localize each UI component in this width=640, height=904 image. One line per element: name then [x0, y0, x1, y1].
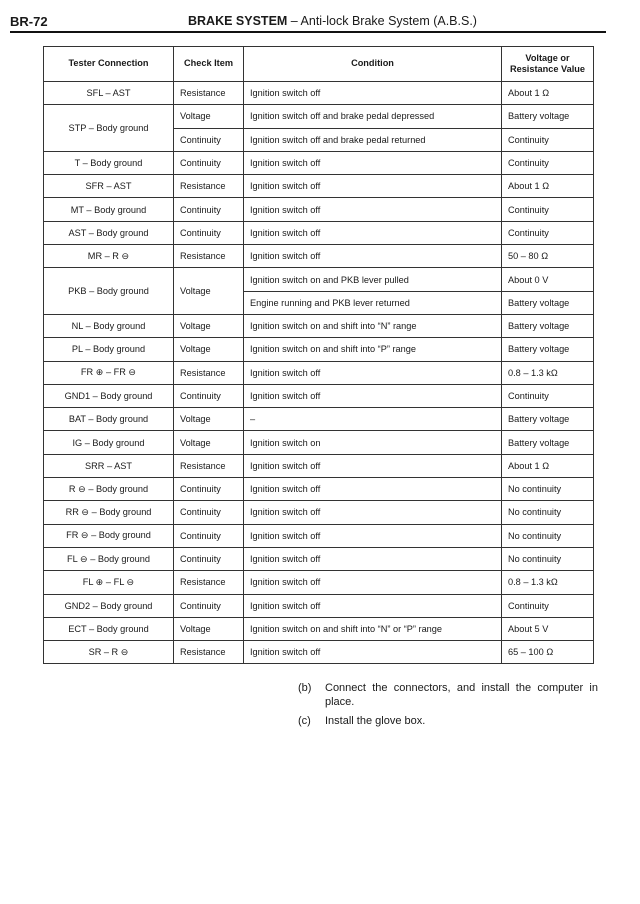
- section-title-bold: BRAKE SYSTEM: [188, 14, 288, 28]
- check-item-cell: Voltage: [174, 105, 244, 128]
- column-header: Condition: [244, 47, 502, 82]
- table-row: [44, 314, 594, 337]
- value-cell: Continuity: [502, 221, 594, 244]
- condition-cell: Ignition switch off: [244, 571, 502, 594]
- check-item-cell: Resistance: [174, 82, 244, 105]
- value-cell: 50 – 80 Ω: [502, 245, 594, 268]
- condition-cell: Engine running and PKB lever returned: [244, 291, 502, 314]
- tester-connection-cell: FR ⊖ – Body ground: [44, 524, 174, 547]
- check-item-cell: Continuity: [174, 594, 244, 617]
- tester-connection-cell: R ⊖ – Body ground: [44, 478, 174, 501]
- value-cell: About 1 Ω: [502, 82, 594, 105]
- table-row: [44, 478, 594, 501]
- condition-cell: –: [244, 408, 502, 431]
- section-title-rest: – Anti-lock Brake System (A.B.S.): [287, 14, 477, 28]
- check-item-cell: Voltage: [174, 431, 244, 454]
- value-cell: Battery voltage: [502, 338, 594, 361]
- check-item-cell: Voltage: [174, 314, 244, 337]
- table-header-row: [44, 47, 594, 82]
- column-header: Check Item: [174, 47, 244, 82]
- tester-connection-cell: BAT – Body ground: [44, 408, 174, 431]
- tester-connection-cell: GND2 – Body ground: [44, 594, 174, 617]
- table-row: [44, 431, 594, 454]
- table-row: [44, 245, 594, 268]
- table-row: [44, 82, 594, 105]
- tester-connection-cell: MR – R ⊖: [44, 245, 174, 268]
- tester-connection-cell: FR ⊕ – FR ⊖: [44, 361, 174, 384]
- tester-connection-cell: MT – Body ground: [44, 198, 174, 221]
- note-text: Install the glove box.: [325, 714, 426, 727]
- value-cell: Continuity: [502, 198, 594, 221]
- table-row: [44, 501, 594, 524]
- table-row: [44, 198, 594, 221]
- tester-connection-cell: SRR – AST: [44, 454, 174, 477]
- table-row: [44, 617, 594, 640]
- note-text: Connect the connectors, and install the computer in place.: [325, 682, 598, 708]
- value-cell: 0.8 – 1.3 kΩ: [502, 361, 594, 384]
- condition-cell: Ignition switch off: [244, 175, 502, 198]
- header-rule: [10, 31, 606, 33]
- check-item-cell: Continuity: [174, 478, 244, 501]
- condition-cell: Ignition switch off: [244, 221, 502, 244]
- condition-cell: Ignition switch on and shift into “N” range: [244, 314, 502, 337]
- tester-connection-cell: RR ⊖ – Body ground: [44, 501, 174, 524]
- value-cell: 0.8 – 1.3 kΩ: [502, 571, 594, 594]
- table-row: [44, 524, 594, 547]
- value-cell: About 1 Ω: [502, 454, 594, 477]
- check-item-cell: Resistance: [174, 361, 244, 384]
- check-item-cell: Continuity: [174, 384, 244, 407]
- column-header: Voltage or Resistance Value: [502, 47, 594, 82]
- table-row: [44, 454, 594, 477]
- value-cell: Continuity: [502, 151, 594, 174]
- check-item-cell: Voltage: [174, 268, 244, 315]
- value-cell: No continuity: [502, 524, 594, 547]
- note-item: [298, 715, 598, 729]
- value-cell: About 5 V: [502, 617, 594, 640]
- value-cell: Battery voltage: [502, 291, 594, 314]
- value-cell: Battery voltage: [502, 314, 594, 337]
- condition-cell: Ignition switch off: [244, 641, 502, 664]
- value-cell: 65 – 100 Ω: [502, 641, 594, 664]
- table-row: [44, 221, 594, 244]
- condition-cell: Ignition switch on and PKB lever pulled: [244, 268, 502, 291]
- value-cell: Continuity: [502, 128, 594, 151]
- note-marker: (b): [298, 682, 312, 694]
- tester-connection-cell: FL ⊖ – Body ground: [44, 547, 174, 570]
- tester-connection-cell: SFL – AST: [44, 82, 174, 105]
- condition-cell: Ignition switch on and shift into “P” range: [244, 338, 502, 361]
- condition-cell: Ignition switch off: [244, 594, 502, 617]
- value-cell: Continuity: [502, 594, 594, 617]
- tester-connection-cell: FL ⊕ – FL ⊖: [44, 571, 174, 594]
- condition-cell: Ignition switch off: [244, 361, 502, 384]
- check-item-cell: Resistance: [174, 245, 244, 268]
- check-item-cell: Continuity: [174, 128, 244, 151]
- table-row: [44, 105, 594, 128]
- table-row: [44, 547, 594, 570]
- table-body: [44, 82, 594, 664]
- check-item-cell: Continuity: [174, 547, 244, 570]
- tester-connection-cell: STP – Body ground: [44, 105, 174, 152]
- table-row: [44, 571, 594, 594]
- check-item-cell: Resistance: [174, 571, 244, 594]
- table-row: [44, 594, 594, 617]
- condition-cell: Ignition switch off: [244, 198, 502, 221]
- table-row: [44, 151, 594, 174]
- check-item-cell: Resistance: [174, 454, 244, 477]
- value-cell: Battery voltage: [502, 408, 594, 431]
- check-item-cell: Continuity: [174, 221, 244, 244]
- condition-cell: Ignition switch off: [244, 501, 502, 524]
- value-cell: Continuity: [502, 384, 594, 407]
- condition-cell: Ignition switch off: [244, 454, 502, 477]
- tester-connection-cell: PKB – Body ground: [44, 268, 174, 315]
- inspection-table: [43, 46, 594, 664]
- condition-cell: Ignition switch off: [244, 82, 502, 105]
- check-item-cell: Voltage: [174, 408, 244, 431]
- condition-cell: Ignition switch off: [244, 478, 502, 501]
- value-cell: No continuity: [502, 547, 594, 570]
- table-row: [44, 361, 594, 384]
- check-item-cell: Voltage: [174, 617, 244, 640]
- tester-connection-cell: ECT – Body ground: [44, 617, 174, 640]
- tester-connection-cell: SFR – AST: [44, 175, 174, 198]
- page-header: [10, 14, 606, 36]
- condition-cell: Ignition switch off and brake pedal depressed: [244, 105, 502, 128]
- check-item-cell: Resistance: [174, 175, 244, 198]
- column-header: Tester Connection: [44, 47, 174, 82]
- check-item-cell: Continuity: [174, 151, 244, 174]
- table-row: [44, 338, 594, 361]
- condition-cell: Ignition switch off: [244, 245, 502, 268]
- value-cell: About 1 Ω: [502, 175, 594, 198]
- page-number: BR-72: [10, 14, 48, 29]
- value-cell: Battery voltage: [502, 431, 594, 454]
- note-marker: (c): [298, 714, 311, 727]
- check-item-cell: Continuity: [174, 501, 244, 524]
- condition-cell: Ignition switch off: [244, 384, 502, 407]
- tester-connection-cell: IG – Body ground: [44, 431, 174, 454]
- tester-connection-cell: AST – Body ground: [44, 221, 174, 244]
- check-item-cell: Continuity: [174, 198, 244, 221]
- condition-cell: Ignition switch off: [244, 547, 502, 570]
- value-cell: Battery voltage: [502, 105, 594, 128]
- table-row: [44, 175, 594, 198]
- table-row: [44, 268, 594, 291]
- instruction-notes: [298, 682, 598, 733]
- value-cell: About 0 V: [502, 268, 594, 291]
- tester-connection-cell: SR – R ⊖: [44, 641, 174, 664]
- condition-cell: Ignition switch off: [244, 151, 502, 174]
- section-title: [188, 14, 477, 28]
- condition-cell: Ignition switch off and brake pedal returned: [244, 128, 502, 151]
- table-row: [44, 641, 594, 664]
- check-item-cell: Resistance: [174, 641, 244, 664]
- tester-connection-cell: NL – Body ground: [44, 314, 174, 337]
- note-item: [298, 682, 598, 710]
- tester-connection-cell: T – Body ground: [44, 151, 174, 174]
- tester-connection-cell: GND1 – Body ground: [44, 384, 174, 407]
- check-item-cell: Voltage: [174, 338, 244, 361]
- value-cell: No continuity: [502, 478, 594, 501]
- condition-cell: Ignition switch off: [244, 524, 502, 547]
- value-cell: No continuity: [502, 501, 594, 524]
- tester-connection-cell: PL – Body ground: [44, 338, 174, 361]
- condition-cell: Ignition switch on: [244, 431, 502, 454]
- table-row: [44, 408, 594, 431]
- condition-cell: Ignition switch on and shift into “N” or “P” range: [244, 617, 502, 640]
- check-item-cell: Continuity: [174, 524, 244, 547]
- table-row: [44, 384, 594, 407]
